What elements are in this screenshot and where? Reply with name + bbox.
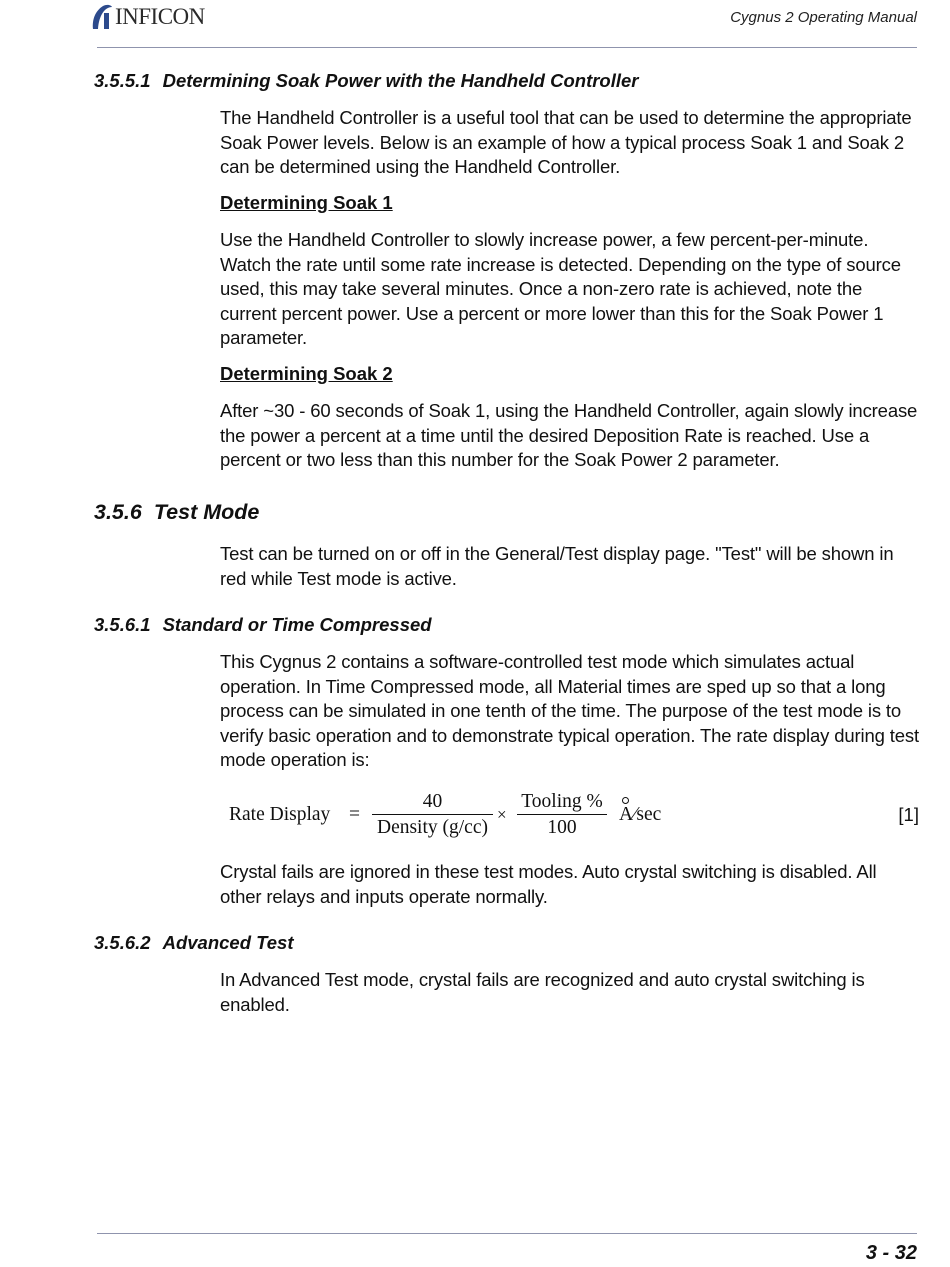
fraction-numerator: 40: [422, 791, 443, 812]
section-number: 3.5.6.1: [94, 614, 151, 635]
fraction-denominator: Density (g/cc): [376, 817, 488, 838]
fraction-denominator: 100: [547, 817, 577, 838]
logo-wordmark: INFICON: [115, 4, 205, 29]
inficon-logo: [90, 4, 205, 30]
heading-3-5-6-2: [94, 932, 294, 954]
manual-title: Cygnus 2 Operating Manual: [730, 9, 917, 26]
section-number: 3.5.6.2: [94, 932, 151, 953]
time-compressed-text: This Cygnus 2 contains a software-controlled test mode which simulates actual operation. In Time Compressed mode, all Material times are sped up so that a long process can be simulated in one tenth of the time. The purpose of the test mode is to verify basic operation and to demonstrate typical operation. The rate display during test mode operation is:: [220, 651, 919, 770]
section-number: 3.5.5.1: [94, 70, 151, 91]
heading-3-5-6: [94, 500, 259, 525]
section-title: Standard or Time Compressed: [162, 614, 432, 635]
footer-rule: [97, 1233, 917, 1234]
inficon-swoosh-icon: [90, 4, 114, 30]
soak-1-text: Use the Handheld Controller to slowly increase power, a few percent-per-minute. Watch the rate until some rate increase is detected. Depending on the type of source used, this may take several minutes. Once a non-zero rate is achieved, note the current percent power. Use a percent or more lower than this for the Soak Power 1 parameter.: [220, 229, 901, 348]
soak-2-text: After ~30 - 60 seconds of Soak 1, using the Handheld Controller, again slowly increase the power a percent at a time until the desired Deposition Rate is reached. Use a percent or two less than this number for the Soak Power 2 parameter.: [220, 400, 918, 470]
crystal-fails-text: Crystal fails are ignored in these test modes. Auto crystal switching is disabled. All other relays and inputs operate normally.: [220, 861, 877, 907]
header-rule: [97, 47, 917, 48]
rate-display-equation: [229, 790, 919, 846]
equation-equals: =: [349, 804, 360, 825]
heading-3-5-5-1: [94, 70, 639, 92]
fraction-numerator: Tooling %: [521, 791, 603, 812]
unit-per-second: ⁄sec: [633, 804, 662, 825]
page-number: 3 - 32: [865, 1242, 917, 1264]
soak-power-intro: The Handheld Controller is a useful tool that can be used to determine the appropriate Soak Power levels. Below is an example of how a typical process Soak 1 and Soak 2 can be determined using the Handheld Controller.: [220, 107, 912, 177]
equation-times: ×: [497, 805, 507, 824]
section-title: Advanced Test: [162, 932, 294, 953]
test-mode-text: Test can be turned on or off in the General/Test display page. "Test" will be shown in red while Test mode is active.: [220, 543, 894, 589]
angstrom-symbol: A: [619, 804, 634, 825]
subheading-soak-2: Determining Soak 2: [220, 363, 393, 384]
tooling-fraction: [517, 790, 607, 841]
section-title: Test Mode: [153, 500, 260, 524]
heading-3-5-6-1: [94, 614, 432, 636]
subheading-soak-1: Determining Soak 1: [220, 192, 393, 213]
equation-lhs: Rate Display: [229, 804, 331, 825]
equation-reference: [1]: [898, 804, 919, 825]
density-fraction: [372, 790, 493, 841]
section-number: 3.5.6: [94, 500, 142, 524]
equation-unit: [619, 804, 661, 826]
advanced-test-text: In Advanced Test mode, crystal fails are recognized and auto crystal switching is enabled.: [220, 969, 865, 1015]
section-title: Determining Soak Power with the Handheld Controller: [162, 70, 639, 91]
